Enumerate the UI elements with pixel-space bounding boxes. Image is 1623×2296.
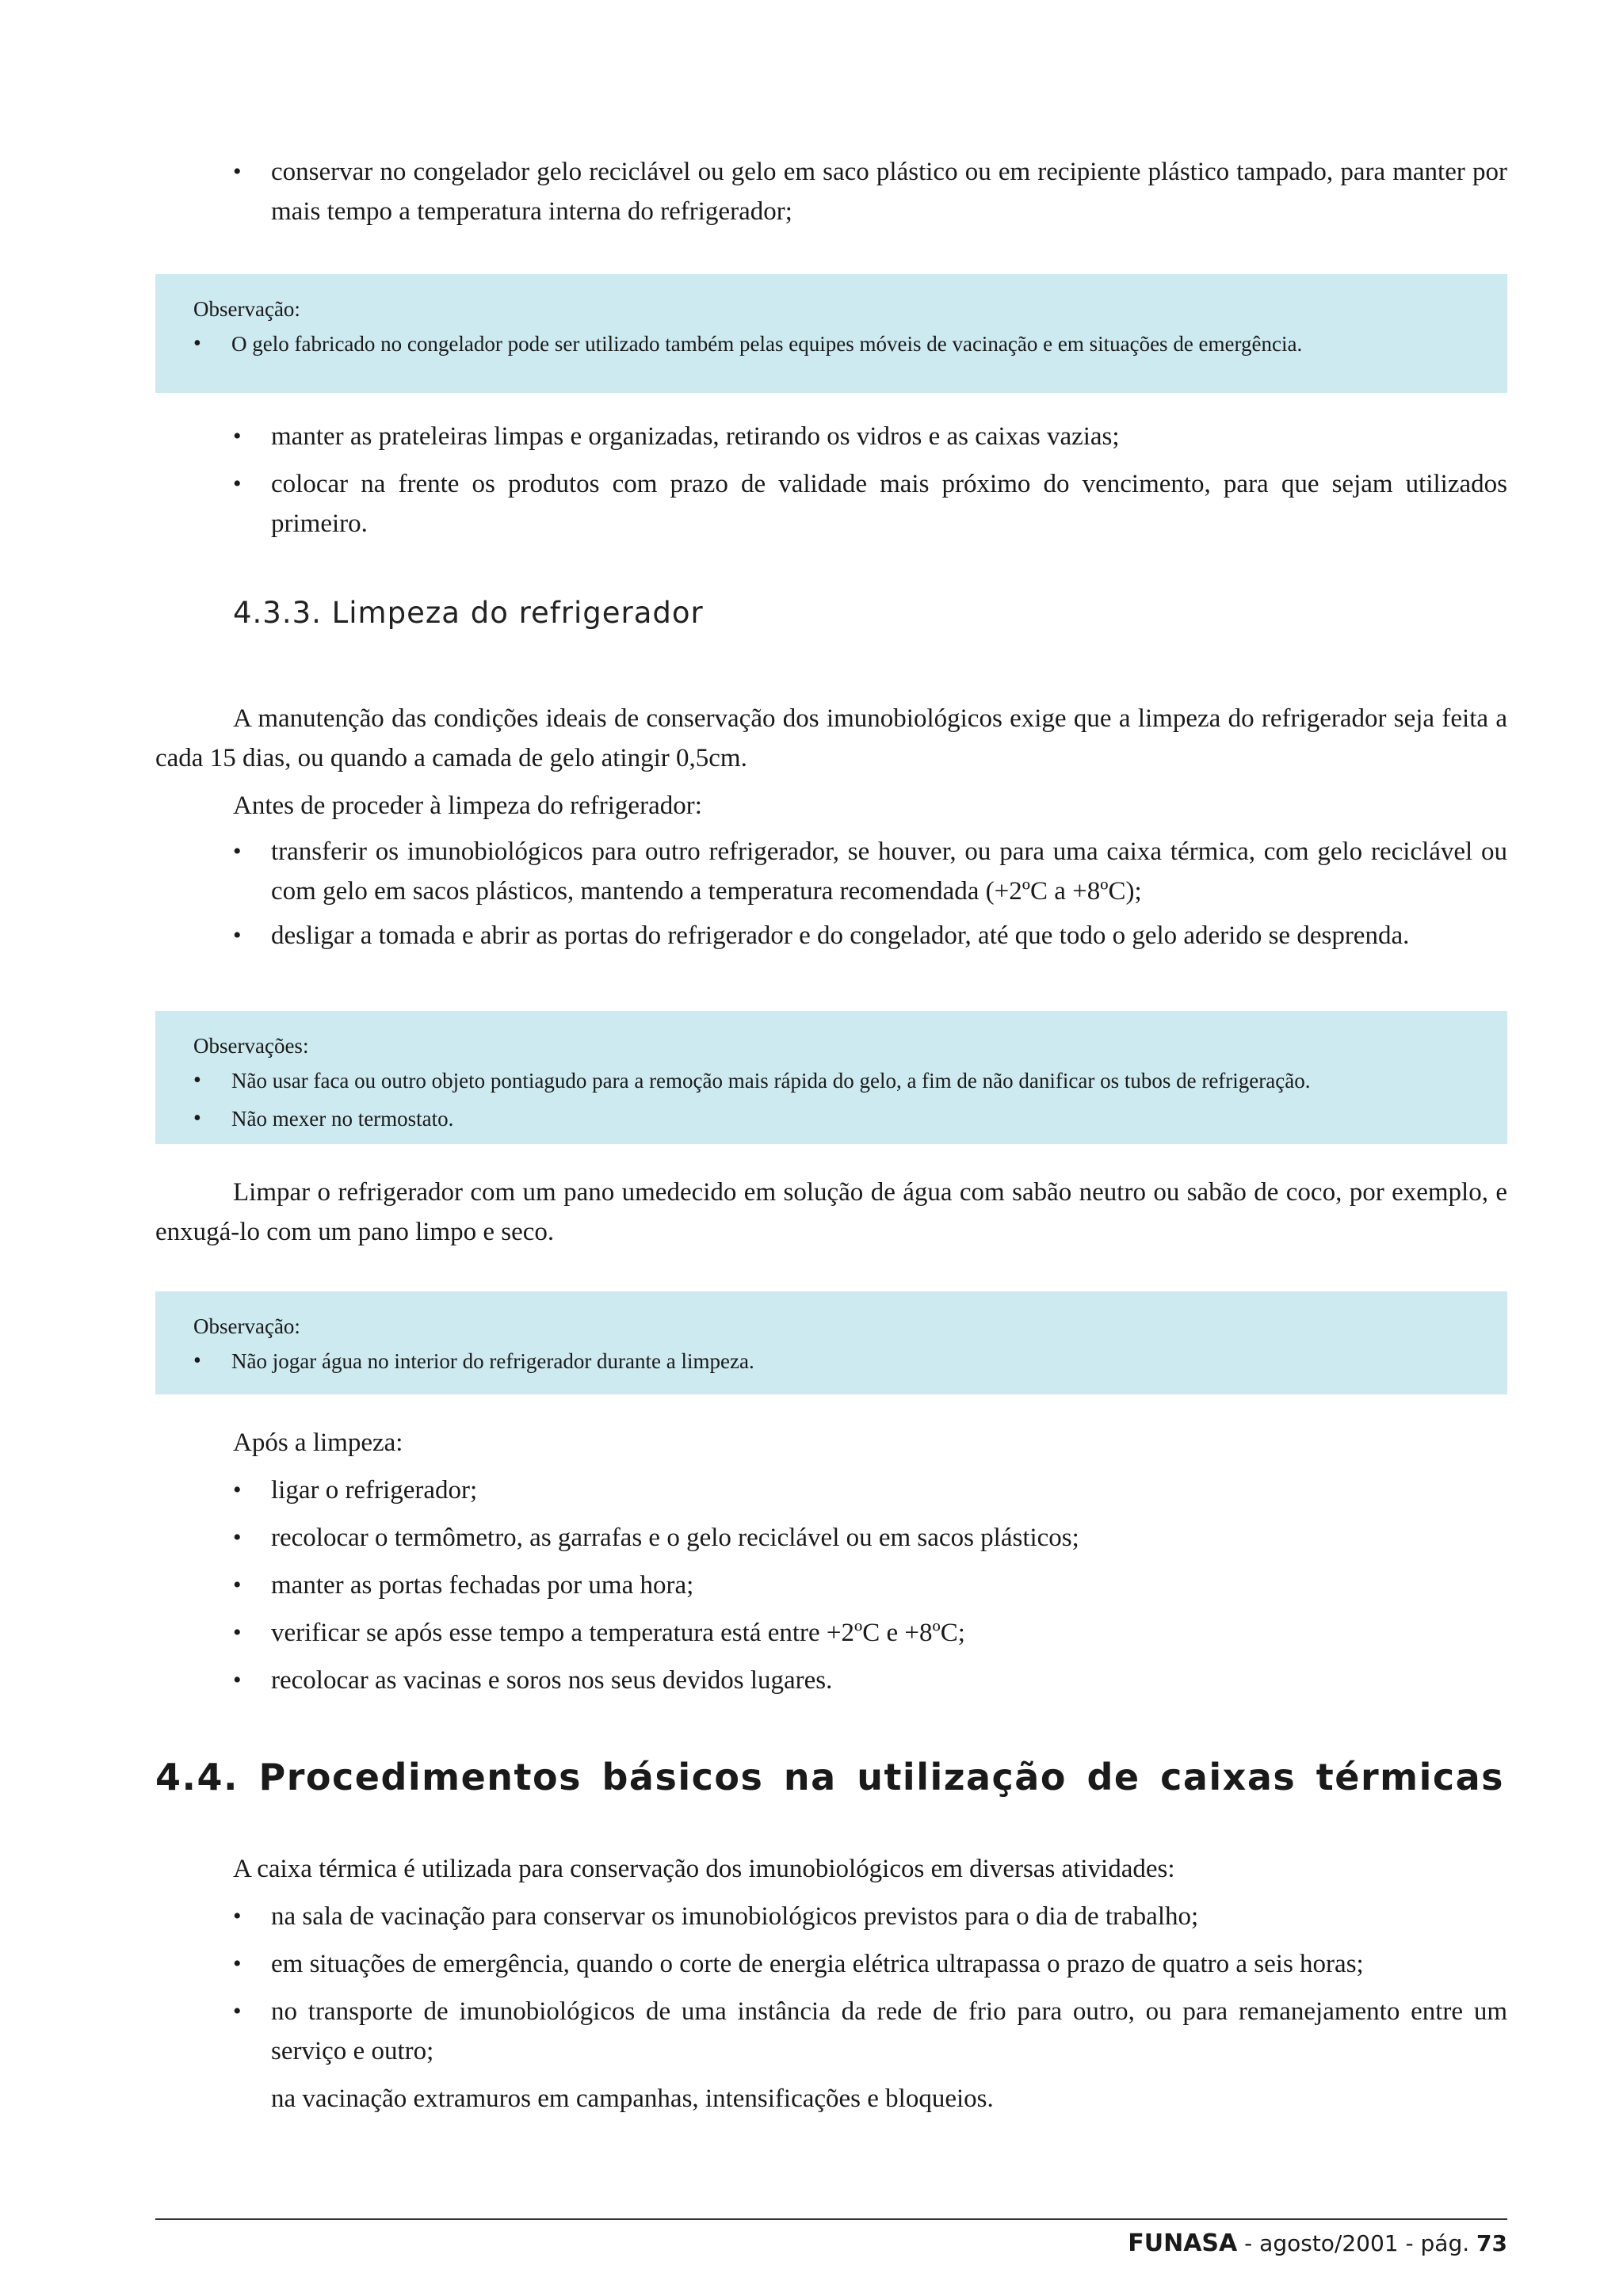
footer-organization: FUNASA xyxy=(1128,2229,1238,2257)
list-item: • desligar a tomada e abrir as portas do refrigerador e do congelador, até que todo o gelo aderido se desprenda. xyxy=(155,916,1507,955)
observation-title: Observação: xyxy=(193,1314,300,1338)
thermal-box-last-line: na vacinação extramuros em campanhas, intensificações e bloqueios. xyxy=(271,2084,994,2113)
cleaning-section-block xyxy=(155,699,1507,955)
after-cleaning-lead: Após a limpeza: xyxy=(233,1428,403,1457)
list-item: • manter as portas fechadas por uma hora; xyxy=(155,1566,1507,1605)
observation-item: • Não jogar água no interior do refrigerador durante a limpeza. xyxy=(193,1342,1469,1380)
list-item: • conservar no congelador gelo reciclável ou gelo em saco plástico ou em recipiente plástico tampado, para manter por mais tempo a temperatura interna do refrigerador; xyxy=(155,152,1507,231)
observations-box xyxy=(155,1011,1507,1144)
list-item: • colocar na frente os produtos com prazo de validade mais próximo do vencimento, para que sejam utilizados primeiro. xyxy=(155,464,1507,543)
list-item: • ligar o refrigerador; xyxy=(155,1470,1507,1510)
list-item: • recolocar o termômetro, as garrafas e o gelo reciclável ou em sacos plásticos; xyxy=(155,1518,1507,1558)
list-item: • verificar se após esse tempo a temperatura está entre +2ºC e +8ºC; xyxy=(155,1613,1507,1653)
storage-bullet-list xyxy=(155,417,1507,543)
thermal-box-section-block xyxy=(155,1849,1507,2119)
footer-date-label: - agosto/2001 - pág. xyxy=(1237,2230,1477,2256)
thermal-box-lead: A caixa térmica é utilizada para conservação dos imunobiológicos em diversas atividades: xyxy=(233,1855,1175,1883)
section-heading-4-3-3: 4.3.3. Limpeza do refrigerador xyxy=(233,596,704,630)
page-footer xyxy=(1128,2229,1507,2257)
list-item: • manter as prateleiras limpas e organizadas, retirando os vidros e as caixas vazias; xyxy=(155,417,1507,456)
cleaning-lead: Antes de proceder à limpeza do refrigerador: xyxy=(233,791,702,820)
cleaning-paragraph: A manutenção das condições ideais de conservação dos imunobiológicos exige que a limpeza do refrigerador seja feita a cada 15 dias, ou quando a camada de gelo atingir 0,5cm. xyxy=(155,704,1507,772)
observation-title: Observação: xyxy=(193,297,300,321)
observation-list xyxy=(193,1062,1469,1138)
document-page xyxy=(155,0,1507,2296)
list-item: • transferir os imunobiológicos para outro refrigerador, se houver, ou para uma caixa térmica, com gelo reciclável ou com gelo em sacos plásticos, mantendo a temperatura recomendada (+2ºC a +8ºC); xyxy=(155,832,1507,911)
observation-title: Observações: xyxy=(193,1034,309,1058)
intro-list-block xyxy=(155,152,1507,231)
observation-list xyxy=(193,325,1469,363)
list-item: • recolocar as vacinas e soros nos seus devidos lugares. xyxy=(155,1661,1507,1700)
intro-bullet-list xyxy=(155,152,1507,231)
observation-item: • Não mexer no termostato. xyxy=(193,1100,1469,1138)
observation-item: • Não usar faca ou outro objeto pontiagudo para a remoção mais rápida do gelo, a fim de não danificar os tubos de refrigeração. xyxy=(193,1062,1469,1100)
page-number: 73 xyxy=(1476,2230,1507,2256)
clean-instruction-paragraph: Limpar o refrigerador com um pano umedecido em solução de água com sabão neutro ou sabão de coco, por exemplo, e enxugá-lo com um pano limpo e seco. xyxy=(155,1178,1507,1246)
observation-box xyxy=(155,1291,1507,1394)
after-cleaning-list xyxy=(155,1470,1507,1700)
observation-list xyxy=(193,1342,1469,1380)
cleaning-bullet-list xyxy=(155,832,1507,955)
list-item: • em situações de emergência, quando o corte de energia elétrica ultrapassa o prazo de quatro a seis horas; xyxy=(155,1944,1507,1984)
footer-divider xyxy=(155,2218,1507,2220)
observation-item: • O gelo fabricado no congelador pode ser utilizado também pelas equipes móveis de vacinação e em situações de emergência. xyxy=(193,325,1469,363)
after-cleaning-block xyxy=(155,1423,1507,1700)
thermal-box-list xyxy=(155,1897,1507,2071)
storage-list-block xyxy=(155,417,1507,543)
clean-instruction-block xyxy=(155,1173,1507,1252)
list-item: • no transporte de imunobiológicos de uma instância da rede de frio para outro, ou para remanejamento entre um serviço e outro; xyxy=(155,1992,1507,2071)
list-item: • na sala de vacinação para conservar os imunobiológicos previstos para o dia de trabalho; xyxy=(155,1897,1507,1936)
section-heading-4-4: 4.4. Procedimentos básicos na utilização de caixas térmicas xyxy=(155,1756,1505,1798)
observation-box xyxy=(155,274,1507,393)
